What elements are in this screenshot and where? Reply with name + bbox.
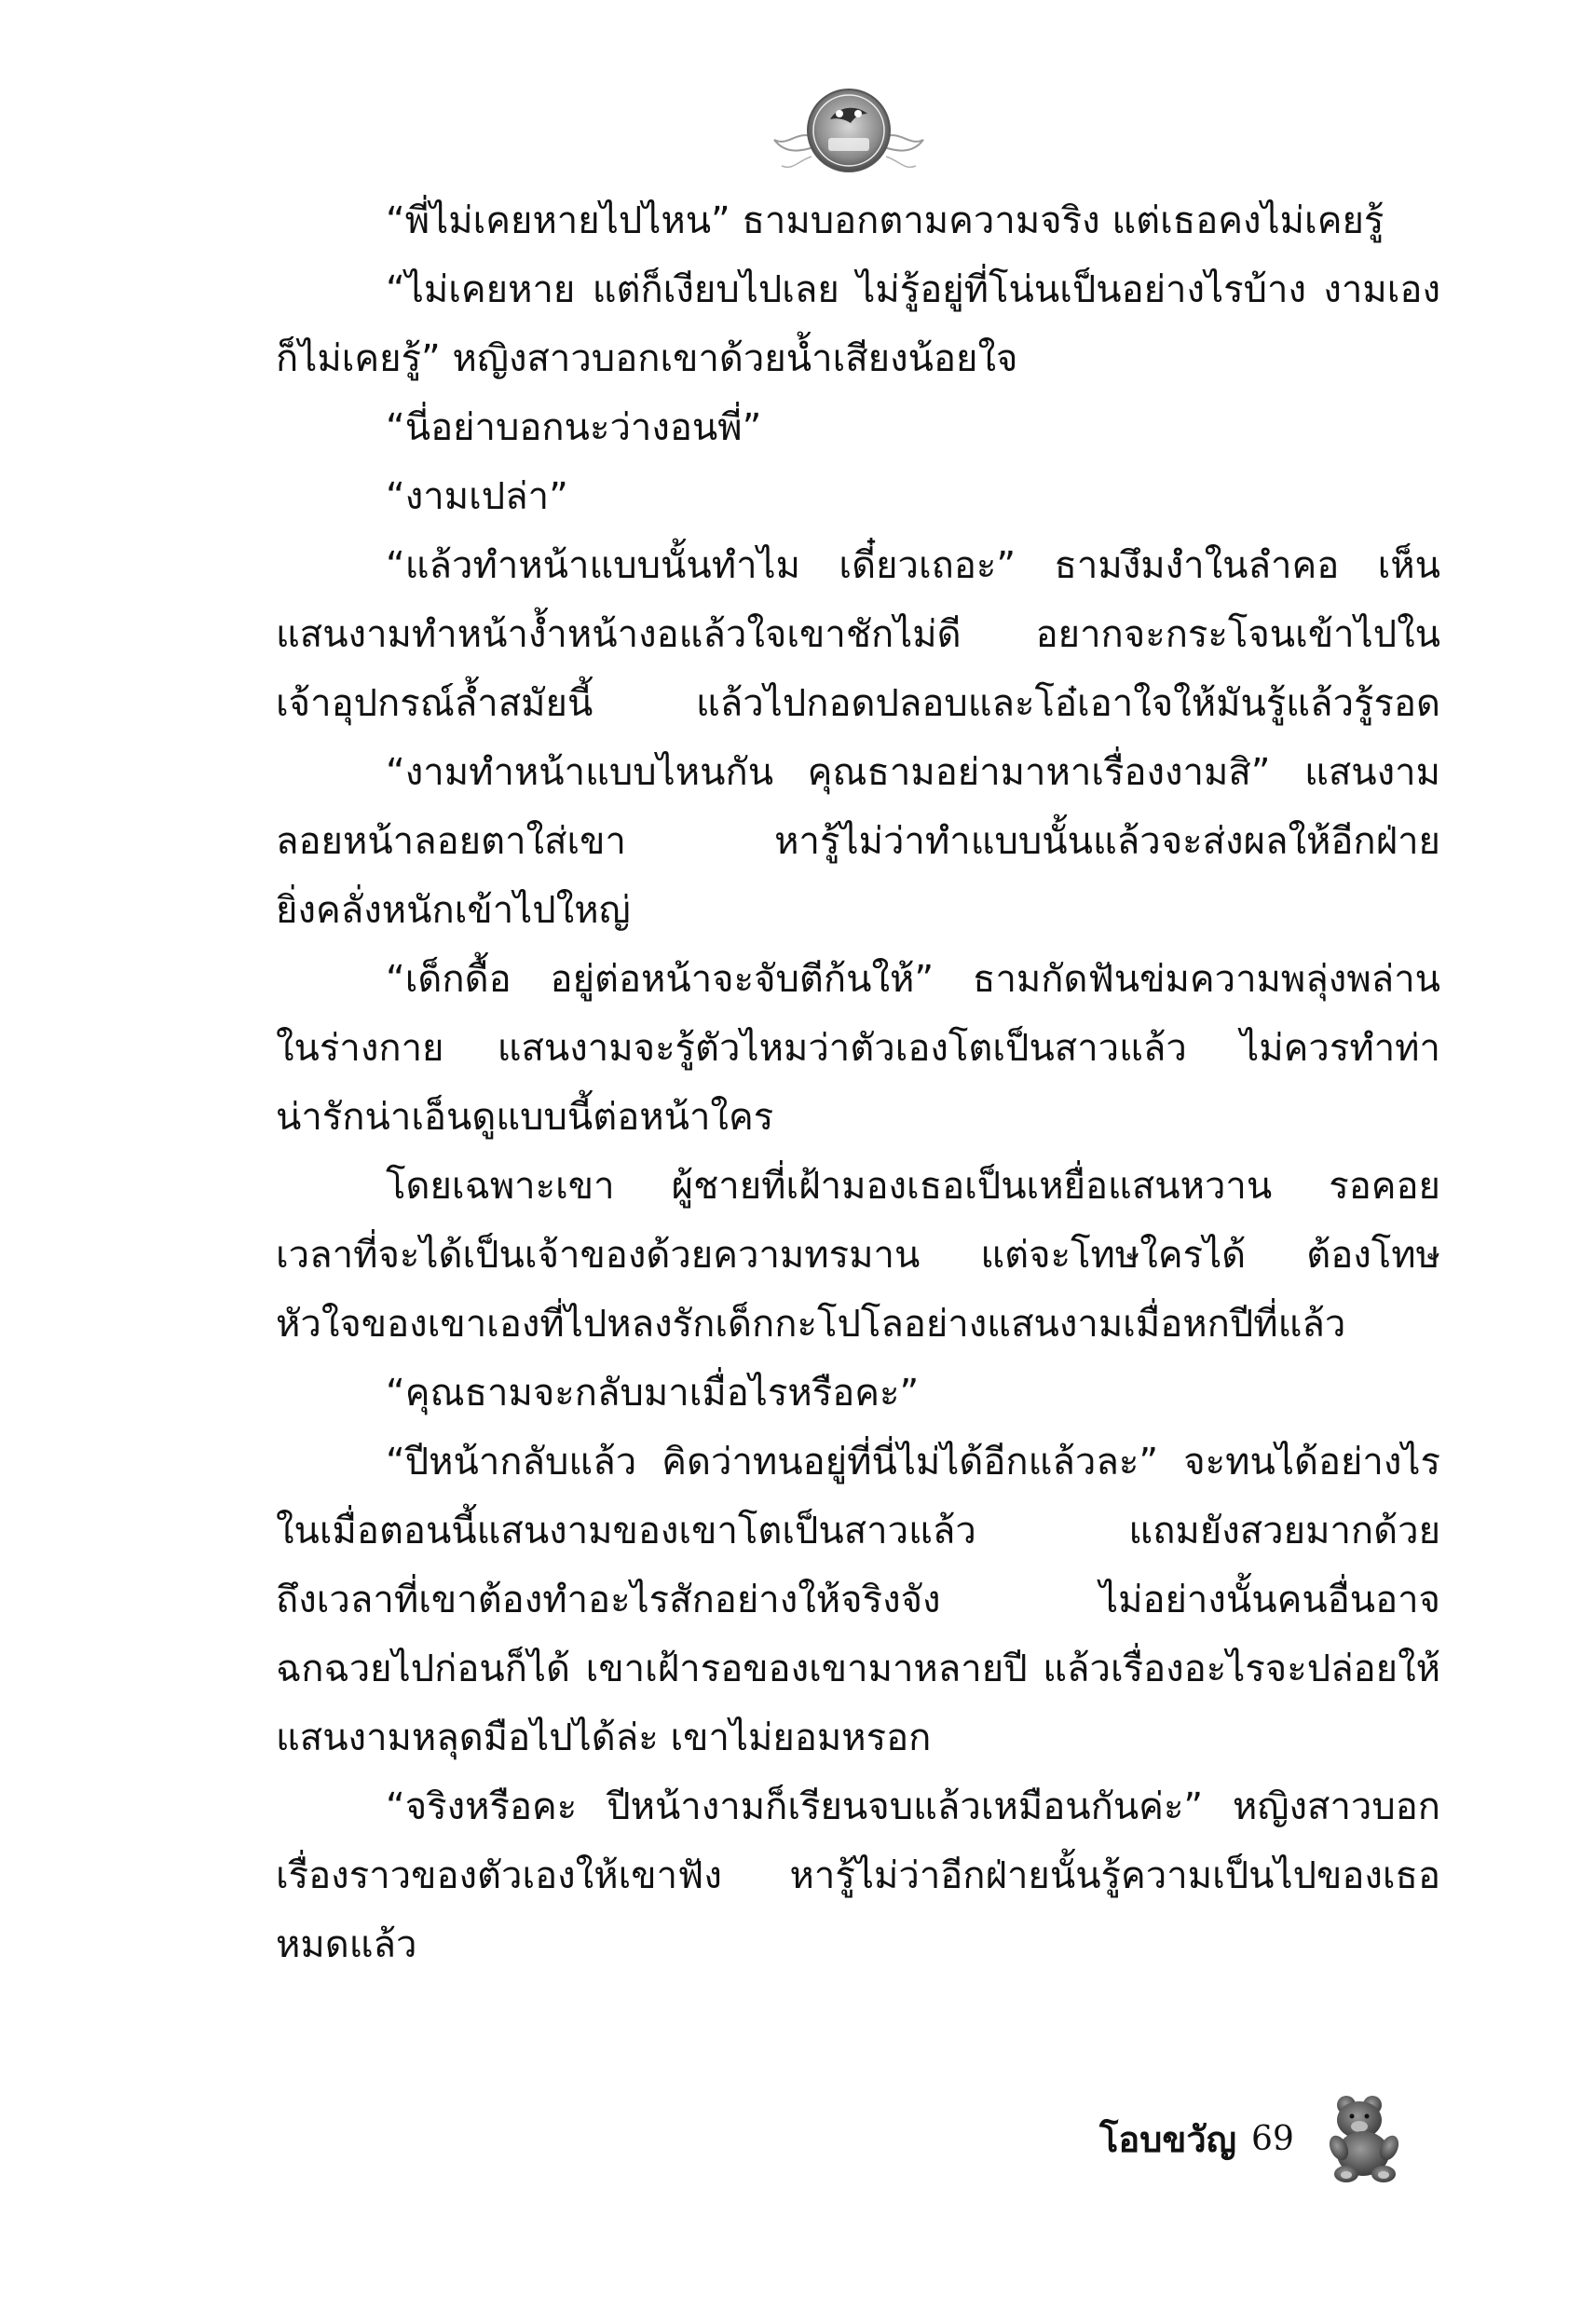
- text-line: “นี่อย่าบอกนะว่างอนพี่”: [386, 406, 762, 449]
- text-line: ฉกฉวยไปก่อนก็ได้ เขาเฝ้ารอของเขามาหลายปี แล้วเรื่องอะไรจะปล่อยให้: [276, 1648, 1440, 1690]
- text-line: “จริงหรือคะ ปีหน้างามก็เรียนจบแล้วเหมือนกันค่ะ” หญิงสาวบอก: [386, 1785, 1440, 1828]
- text-line: หมดแล้ว: [276, 1923, 417, 1966]
- text-line: ก็ไม่เคยรู้” หญิงสาวบอกเขาด้วยน้ำเสียงน้อยใจ: [276, 337, 1018, 380]
- page-number: 69: [1251, 2119, 1294, 2158]
- text-line: เวลาที่จะได้เป็นเจ้าของด้วยความทรมาน แต่จะโทษใครได้ ต้องโทษ: [276, 1234, 1440, 1277]
- text-line: น่ารักน่าเอ็นดูแบบนี้ต่อหน้าใคร: [276, 1096, 774, 1139]
- text-line: “แล้วทำหน้าแบบนั้นทำไม เดี๋ยวเถอะ” ธามงึมงำในลำคอ เห็น: [386, 544, 1440, 587]
- text-line: “งามทำหน้าแบบไหนกัน คุณธามอย่ามาหาเรื่องงามสิ” แสนงาม: [386, 751, 1440, 794]
- text-line: “งามเปล่า”: [386, 475, 568, 518]
- text-line: แสนงามหลุดมือไปได้ล่ะ เขาไม่ยอมหรอก: [276, 1716, 932, 1759]
- body-text: [276, 186, 1440, 1979]
- text-line: ในเมื่อตอนนี้แสนงามของเขาโตเป็นสาวแล้ว แถมยังสวยมากด้วย: [276, 1510, 1440, 1552]
- text-line: ลอยหน้าลอยตาใส่เขา หารู้ไม่ว่าทำแบบนั้นแล้วจะส่งผลให้อีกฝ่าย: [276, 820, 1440, 863]
- text-line: เจ้าอุปกรณ์ล้ำสมัยนี้ แล้วไปกอดปลอบและโอ๋เอาใจให้มันรู้แล้วรู้รอด: [276, 682, 1440, 725]
- page-footer: [1099, 2101, 1415, 2176]
- publisher-emblem-icon: [765, 73, 933, 185]
- text-line: ยิ่งคลั่งหนักเข้าไปใหญ่: [276, 889, 631, 932]
- text-line: “พี่ไม่เคยหายไปไหน” ธามบอกตามความจริง แต่เธอคงไม่เคยรู้: [386, 199, 1385, 242]
- text-line: เรื่องราวของตัวเองให้เขาฟัง หารู้ไม่ว่าอีกฝ่ายนั้นรู้ความเป็นไปของเธอ: [276, 1854, 1440, 1897]
- text-line: “ไม่เคยหาย แต่ก็เงียบไปเลย ไม่รู้อยู่ที่โน่นเป็นอย่างไรบ้าง งามเอง: [386, 268, 1440, 311]
- text-line: โดยเฉพาะเขา ผู้ชายที่เฝ้ามองเธอเป็นเหยื่อแสนหวาน รอคอย: [386, 1165, 1440, 1208]
- text-line: “ปีหน้ากลับแล้ว คิดว่าทนอยู่ที่นี่ไม่ได้อีกแล้วละ” จะทนได้อย่างไร: [386, 1441, 1440, 1484]
- text-line: “เด็กดื้อ อยู่ต่อหน้าจะจับตีก้นให้” ธามกัดฟันข่มความพลุ่งพล่าน: [386, 958, 1440, 1001]
- teddy-bear-icon: [1313, 2092, 1415, 2185]
- text-line: แสนงามทำหน้างํ้าหน้างอแล้วใจเขาชักไม่ดี อยากจะกระโจนเข้าไปใน: [276, 613, 1440, 656]
- book-title: โอบขวัญ: [1099, 2118, 1237, 2160]
- text-line: หัวใจของเขาเองที่ไปหลงรักเด็กกะโปโลอย่างแสนงามเมื่อหกปีที่แล้ว: [276, 1303, 1346, 1346]
- text-line: “คุณธามจะกลับมาเมื่อไรหรือคะ”: [386, 1372, 920, 1415]
- text-line: ถึงเวลาที่เขาต้องทำอะไรสักอย่างให้จริงจัง ไม่อย่างนั้นคนอื่นอาจ: [276, 1579, 1440, 1621]
- text-line: ในร่างกาย แสนงามจะรู้ตัวไหมว่าตัวเองโตเป็นสาวแล้ว ไม่ควรทำท่า: [276, 1027, 1440, 1070]
